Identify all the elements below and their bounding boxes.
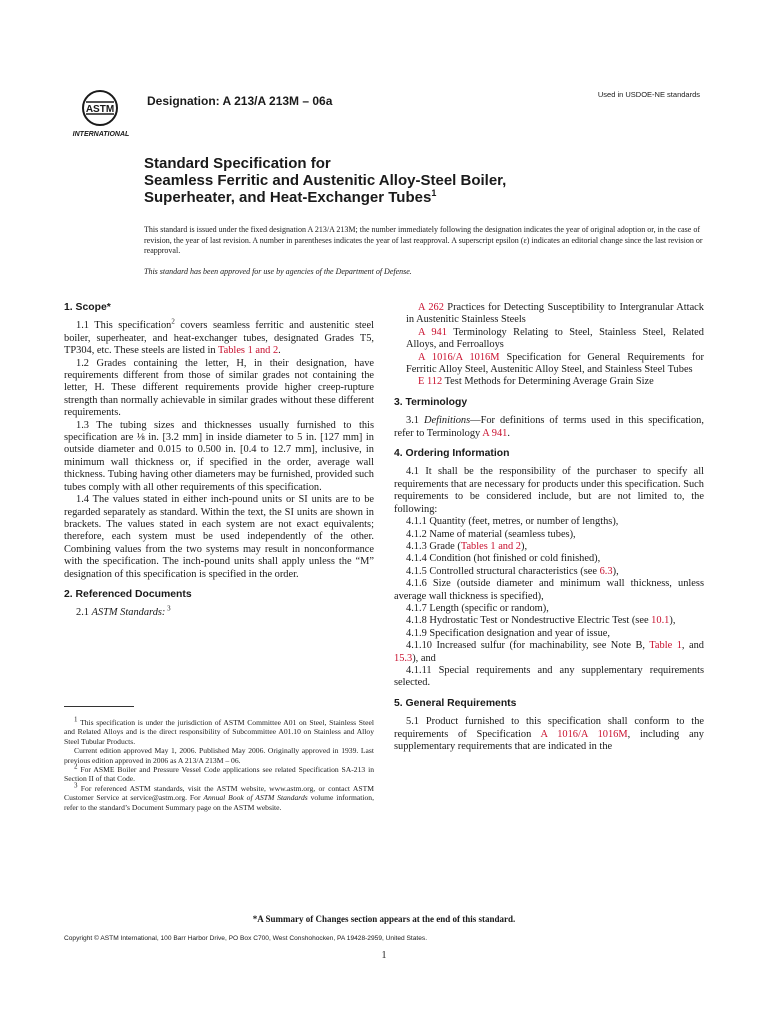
footnote-ref-3[interactable]: 3 [165, 604, 171, 613]
copyright: Copyright © ASTM International, 100 Barr Harbor Drive, PO Box C700, West Conshohocken, PA 19428-2959, United States. [64, 935, 428, 942]
ordering-4-1: 4.1 It shall be the responsibility of the purchaser to specify all requirements that are necessary for products under this specification. Such requirements to be considered include, but are not limited to, the following: [394, 466, 704, 515]
ref-e112-link[interactable]: E 112 [418, 376, 443, 388]
scope-heading: 1. Scope* [64, 302, 111, 313]
ordering-4-1-8: 4.1.8 Hydrostatic Test or Nondestructive Electric Test (see 10.1), [406, 615, 676, 627]
ref-a1016-link[interactable]: A 1016/A 1016M [418, 351, 500, 363]
logo-text: ASTM [85, 104, 115, 115]
ordering-4-1-6: 4.1.6 Size (outside diameter and minimum wall thickness, unless average wall thickness is specified), [394, 578, 704, 602]
title-line-2: Seamless Ferritic and Austenitic Alloy-Steel Boiler, [144, 172, 507, 189]
ref-a262-link[interactable]: A 262 [418, 302, 444, 313]
title-footnote-mark: 1 [431, 188, 437, 198]
referenced-2-1: 2.1 ASTM Standards: $^3$ [76, 604, 171, 619]
terminology-3-1: 3.1 Definitions—For definitions of terms used in this specification, refer to Terminology A 941. [394, 415, 704, 439]
ref-a262: A 262 Practices for Detecting Susceptibility to Intergranular Attack in Austenitic Stainless Steels [406, 302, 704, 326]
ordering-4-1-5: 4.1.5 Controlled structural characteristics (see 6.3), [406, 565, 619, 577]
designation: Designation: A 213/A 213M – 06a [147, 94, 333, 108]
general-a1016-link[interactable]: A 1016/A 1016M [540, 728, 628, 740]
ordering-4-1-1: 4.1.1 Quantity (feet, metres, or number of lengths), [406, 516, 619, 528]
general-5-1: 5.1 Product furnished to this specification shall conform to the requirements of Specification A 1016/A 1016M, including any supplementary requirements that are indicated in the [394, 716, 704, 752]
scope-1-2: 1.2 Grades containing the letter, H, in their designation, have requirements different from those of similar grades not containing the letter, H. These different requirements provide higher creep-rupture strength than normally achievable in similar grades without these different requirements. [64, 357, 374, 419]
scope-1-1: 1.1 This specification$^2$ covers seamless ferritic and austenitic steel boiler, superheater, and heat-exchanger tubes, designated Grades T5, TP304, etc. These steels are listed in Tables 1 and 2. [64, 317, 375, 357]
document-title [144, 155, 506, 206]
scope-1-4: 1.4 The values stated in either inch-pound units or SI units are to be regarded separately as standard. Within the text, the SI units are shown in brackets. The values stated in each system are not exact equivalents; therefore, each system must be used independently of the other. Combining values from the two systems may result in nonconformance with the specification. The inch-pound units shall apply unless the “M” designation of this specification is specified in the order. [64, 494, 374, 580]
ordering-15-3-link[interactable]: 15.3 [394, 652, 413, 664]
issued-note: This standard is issued under the fixed designation A 213/A 213M; the number immediately following the designation indicates the year of original adoption or, in the case of revision, the year of last revision. A number in parentheses indicates the year of last reapproval. A superscript epsilon (ε) indicates an editorial change since the last revision or reapproval. [144, 225, 703, 256]
footnote-2: $^2$ For ASME Boiler and Pressure Vessel Code applications see related Specification SA-213 in Section II of that Code. [64, 762, 374, 784]
footnote-ref-2[interactable]: 2 [171, 317, 175, 326]
ordering-table-1-link[interactable]: Table 1 [649, 640, 682, 652]
ordering-heading: 4. Ordering Information [394, 448, 510, 460]
right-column [394, 302, 704, 753]
referenced-heading: 2. Referenced Documents [64, 588, 192, 600]
used-in-note: Used in USDOE-NE standards [597, 90, 700, 99]
tables-1-2-link[interactable]: Tables 1 and 2 [218, 345, 279, 357]
ref-a1016: A 1016/A 1016M Specification for General Requirements for Ferritic Alloy Steel, Austenitic Alloy Steel, and Stainless Steel Tubes [406, 351, 704, 376]
ordering-4-1-2: 4.1.2 Name of material (seamless tubes), [406, 528, 576, 540]
ordering-tables-link[interactable]: Tables 1 and 2 [460, 540, 521, 552]
astm-logo [64, 88, 138, 138]
ref-a941: A 941 Terminology Relating to Steel, Stainless Steel, Related Alloys, and Ferroalloys [406, 326, 704, 351]
scope-1-3: 1.3 The tubing sizes and thicknesses usually furnished to this specification are ⅛ in. [3.2 mm] in inside diameter to 5 in. [127 mm] in outside diameter and 0.015 to 0.500 in. [0.4 to 12.7 mm], inclusive, in minimum wall thickness or, if specified in the order, average wall thickness. Tubing having other diameters may be furnished, provided such tubes comply with all other requirements of this specification. [64, 419, 374, 493]
title-line-3-text: Superheater, and Heat-Exchanger Tubes [144, 189, 432, 206]
approved-note: This standard has been approved for use by agencies of the Department of Defense. [144, 267, 412, 276]
terminology-heading: 3. Terminology [394, 396, 468, 408]
general-heading: 5. General Requirements [394, 697, 517, 709]
ordering-4-1-9: 4.1.9 Specification designation and year of issue, [406, 627, 611, 639]
ordering-4-1-11: 4.1.11 Special requirements and any supplementary requirements selected. [394, 664, 704, 689]
title-line-3 [144, 189, 506, 206]
ordering-4-1-3: 4.1.3 Grade (Tables 1 and 2), [406, 540, 528, 552]
footnote-1: $^1$ This specification is under the jurisdiction of ASTM Committee A01 on Steel, Stainless Steel and Related Alloys and is the direct responsibility of Subcommittee A01.10 on Stainless and Alloy Steel Tubular Products. [64, 715, 374, 746]
title-line-1: Standard Specification for [144, 155, 331, 172]
footnotes [64, 715, 374, 812]
ordering-6-3-link[interactable]: 6.3 [599, 565, 613, 577]
ordering-4-1-4: 4.1.4 Condition (hot finished or cold finished), [406, 553, 601, 565]
footnote-1-edition: Current edition approved May 1, 2006. Published May 2006. Originally approved in 1939. Last previous edition approved in 2006 as A 213/A 213M – 06. [64, 746, 374, 765]
footnote-divider [64, 706, 134, 707]
astm-logo-graphic [64, 88, 138, 138]
ordering-4-1-10: 4.1.10 Increased sulfur (for machinability, see Note B, Table 1, and 15.3), and [394, 640, 704, 664]
ordering-4-1-7: 4.1.7 Length (specific or random), [406, 602, 549, 614]
logo-subtext: INTERNATIONAL [72, 131, 130, 138]
ref-e112: E 112 Test Methods for Determining Average Grain Size [418, 376, 654, 388]
summary-note: *A Summary of Changes section appears at the end of this standard. [252, 914, 516, 924]
footnote-3: $^3$ For referenced ASTM standards, visit the ASTM website, www.astm.org, or contact ASTM Customer Service at service@astm.org. For Annual Book of ASTM Standards volume information, refer to the standard’s Document Summary page on the ASTM website. [64, 781, 374, 812]
ordering-10-1-link[interactable]: 10.1 [651, 615, 670, 627]
terminology-a941-link[interactable]: A 941 [482, 427, 508, 439]
ref-a941-link[interactable]: A 941 [418, 326, 447, 338]
page-number: 1 [381, 950, 387, 961]
left-column [64, 302, 374, 620]
